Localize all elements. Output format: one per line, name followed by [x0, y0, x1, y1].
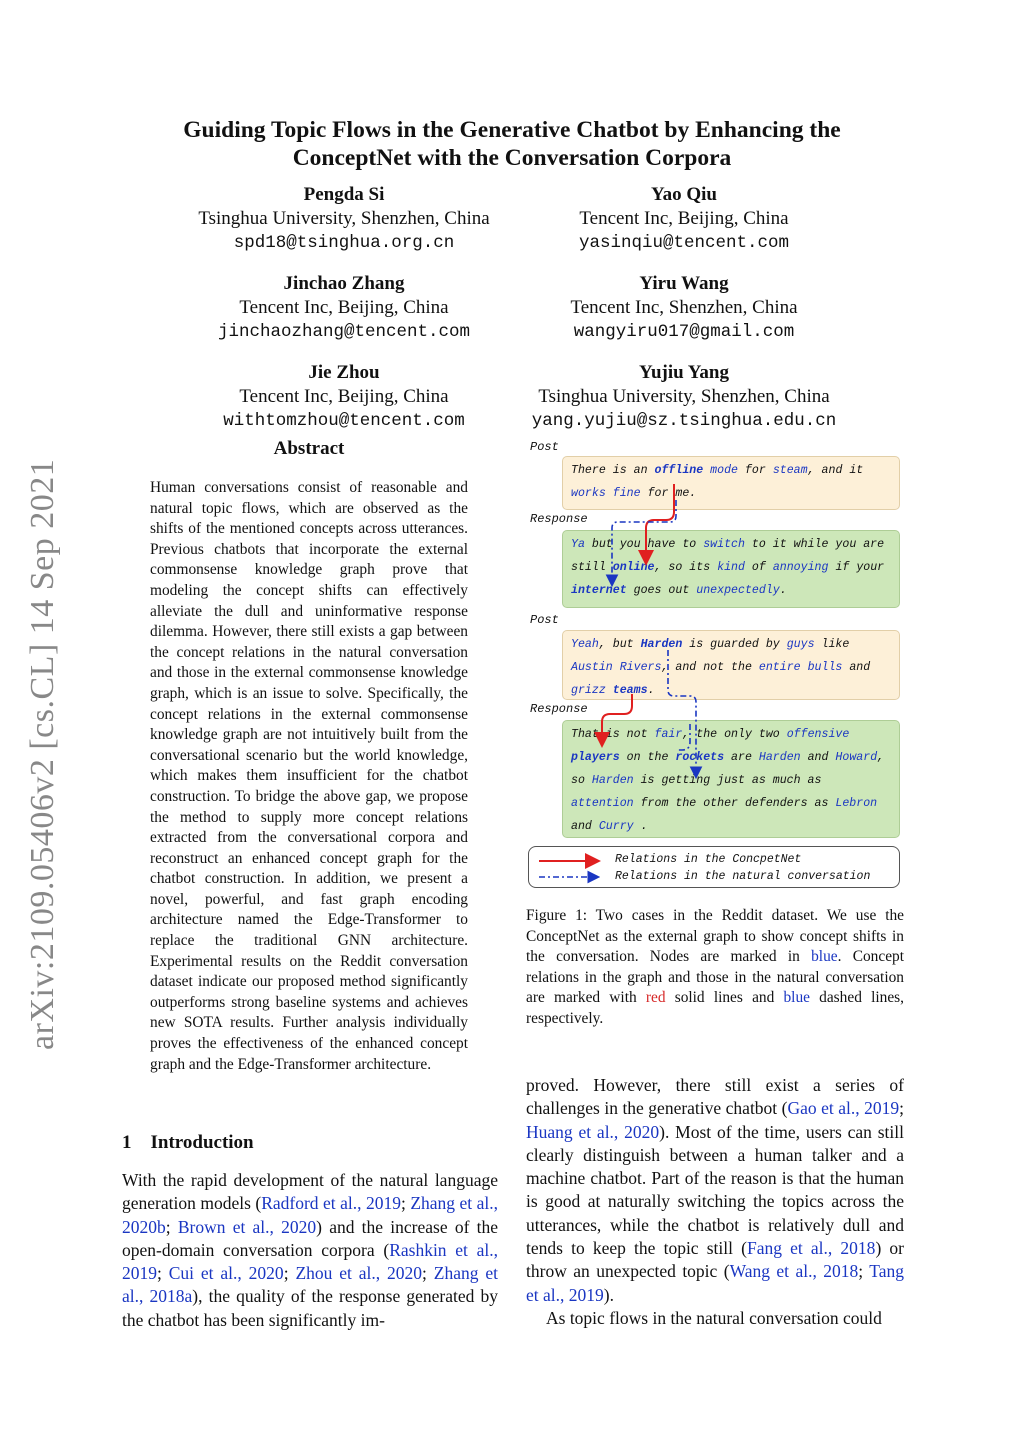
- arxiv-stamp: arXiv:2109.05406v2 [cs.CL] 14 Sep 2021: [24, 458, 61, 1050]
- title-line-1: Guiding Topic Flows in the Generative Chatbot by Enhancing the: [183, 117, 841, 143]
- right-column-text: [526, 1074, 904, 1330]
- citation-link[interactable]: Fang et al., 2018: [746, 1238, 876, 1259]
- response-text: That is not fair, the only two offensive players on the rockets are Harden and Howard, so Harden is getting just as much as attention from the other defenders as Lebron and Curry .: [571, 728, 885, 833]
- citation-link[interactable]: Brown et al., 2020: [177, 1216, 317, 1237]
- blue-arrow-2: [668, 650, 696, 776]
- author-affiliation: Tencent Inc, Beijing, China: [239, 297, 449, 318]
- right-paragraph-2: As topic flows in the natural conversation could: [546, 1307, 882, 1328]
- author-block: [164, 361, 524, 433]
- red-arrow-2: [602, 694, 632, 744]
- author-name: Pengda Si: [303, 184, 385, 205]
- abstract-text: Human conversations consist of reasonable and natural topic flows, which are observed as the shifts of the mentioned concepts across utterances. Previous chatbots that incorporate the external commonsense knowledge graph prove that modeling the concept shifts can effectively alleviate the dull and uninformative response dilemma. However, there still exists a gap between the concept relations in the natural conversation and those in the external commonsense knowledge graph, which is an issue to solve. Specifically, the concept relations in the external commonsense knowledge graph are not intuitively built from the conversational scenario but the world knowledge, which makes them insufficient for the chatbot construction. To bridge the above gap, we propose the method to supply more concept relations extracted from the conversational corpora and reconstruct an enhanced concept graph for the chatbot construction. In addition, we present a novel, powerful, and fast graph encoding architecture named the Edge-Transformer to replace the traditional GNN architecture. Experimental results on the Reddit conversation dataset indicate our proposed method significantly outperforms strong baseline systems and achieves new SOTA results. Further analysis individually proves the effectiveness of the enhanced concept graph and the Edge-Transformer architecture.: [150, 479, 468, 1073]
- author-block: [164, 272, 524, 344]
- response-label: Response: [530, 702, 588, 716]
- author-name: Yujiu Yang: [639, 362, 729, 383]
- blue-arrow-1: [612, 500, 676, 584]
- title-line-2: ConceptNet with the Conversation Corpora: [292, 145, 732, 171]
- citation-link[interactable]: Rashkin et al., 2019: [122, 1239, 498, 1284]
- author-email[interactable]: spd18@tsinghua.org.cn: [233, 233, 455, 253]
- citation-link[interactable]: Gao et al., 2019: [787, 1098, 900, 1119]
- red-arrow-1: [646, 484, 674, 562]
- right-paragraph-1: proved. However, there still exist a series of challenges in the generative chatbot (Gao et al., 2019; Huang et al., 2020). Most of the time, users can still clearly distinguish between a human talker and a machine chatbot. Part of the reason is that the human is good at naturally switching the topics across the utterances, while the chatbot is relatively dull and tends to keep the topic still (Fang et al., 2018) or throw an unexpected topic (Wang et al., 2018; Tang et al., 2019).: [526, 1075, 904, 1305]
- legend-solid-label: Relations in the ConcpetNet: [615, 853, 802, 866]
- legend-swatches: [537, 853, 607, 885]
- citation-link[interactable]: Huang et al., 2020: [526, 1121, 660, 1142]
- author-block: [484, 361, 884, 433]
- author-block: [504, 183, 864, 255]
- paper-title: [100, 116, 924, 172]
- author-affiliation: Tencent Inc, Beijing, China: [579, 208, 789, 229]
- figure-1: [526, 438, 904, 898]
- author-affiliation: Tsinghua University, Shenzhen, China: [198, 208, 490, 229]
- post-label: Post: [530, 613, 559, 627]
- section-title: Introduction: [150, 1132, 254, 1153]
- citation-link[interactable]: Radford et al., 2019: [261, 1193, 401, 1214]
- citation-link[interactable]: Wang et al., 2018: [729, 1261, 859, 1282]
- author-email[interactable]: yasinqiu@tencent.com: [578, 233, 790, 253]
- citation-link[interactable]: Tang et al., 2019: [526, 1261, 904, 1305]
- post-text: There is an offline mode for steam, and it works fine for me.: [571, 464, 864, 500]
- section-heading: [122, 1132, 254, 1154]
- author-name: Jinchao Zhang: [283, 273, 405, 294]
- author-email[interactable]: yang.yujiu@sz.tsinghua.edu.cn: [531, 411, 837, 431]
- intro-paragraph: With the rapid development of the natural language generation models (Radford et al., 2019; Zhang et al., 2020b; Brown et al., 2020) and the increase of the open-domain conversation corpora (Rashkin et al., 2019; Cui et al., 2020; Zhou et al., 2020; Zhang et al., 2018a), the quality of the response generated by the chatbot has been significantly im-: [122, 1170, 498, 1330]
- abstract-heading: Abstract: [273, 438, 345, 459]
- citation-link[interactable]: Cui et al., 2020: [168, 1263, 284, 1284]
- author-affiliation: Tsinghua University, Shenzhen, China: [538, 386, 830, 407]
- figure-caption: Figure 1: Two cases in the Reddit dataset. We use the ConceptNet as the external graph to show concept shifts in the conversation. Nodes are marked in blue. Concept relations in the graph and those in the natural conversation are marked with red solid lines and blue dashed lines, respectively.: [526, 907, 904, 1027]
- citation-link[interactable]: Zhang et al., 2018a: [122, 1263, 498, 1307]
- author-block: [164, 183, 524, 255]
- blue-arrow-3: [678, 724, 690, 750]
- response-label: Response: [530, 512, 588, 526]
- author-email[interactable]: jinchaozhang@tencent.com: [217, 322, 471, 342]
- citation-link[interactable]: Zhang et al., 2020b: [122, 1193, 498, 1237]
- author-email[interactable]: withtomzhou@tencent.com: [223, 411, 465, 431]
- response-text: Ya but you have to switch to it while you are still online, so its kind of annoying if your internet goes out unexpectedly.: [571, 538, 885, 597]
- figure-legend: [528, 846, 900, 888]
- citation-link[interactable]: Zhou et al., 2020: [295, 1263, 423, 1284]
- author-affiliation: Tencent Inc, Beijing, China: [239, 386, 449, 407]
- author-name: Yao Qiu: [651, 184, 717, 205]
- author-name: Jie Zhou: [308, 362, 380, 383]
- arrows-overlay: [526, 438, 904, 898]
- author-affiliation: Tencent Inc, Shenzhen, China: [570, 297, 798, 318]
- legend-dashed-label: Relations in the natural conversation: [615, 870, 871, 883]
- author-name: Yiru Wang: [639, 273, 729, 294]
- post-text: Yeah, but Harden is guarded by guys like Austin Rivers, and not the entire bulls and grizz teams.: [571, 638, 871, 697]
- post-label: Post: [530, 440, 559, 454]
- author-block: [504, 272, 864, 344]
- author-email[interactable]: wangyiru017@gmail.com: [573, 322, 795, 342]
- section-number: 1: [122, 1132, 132, 1153]
